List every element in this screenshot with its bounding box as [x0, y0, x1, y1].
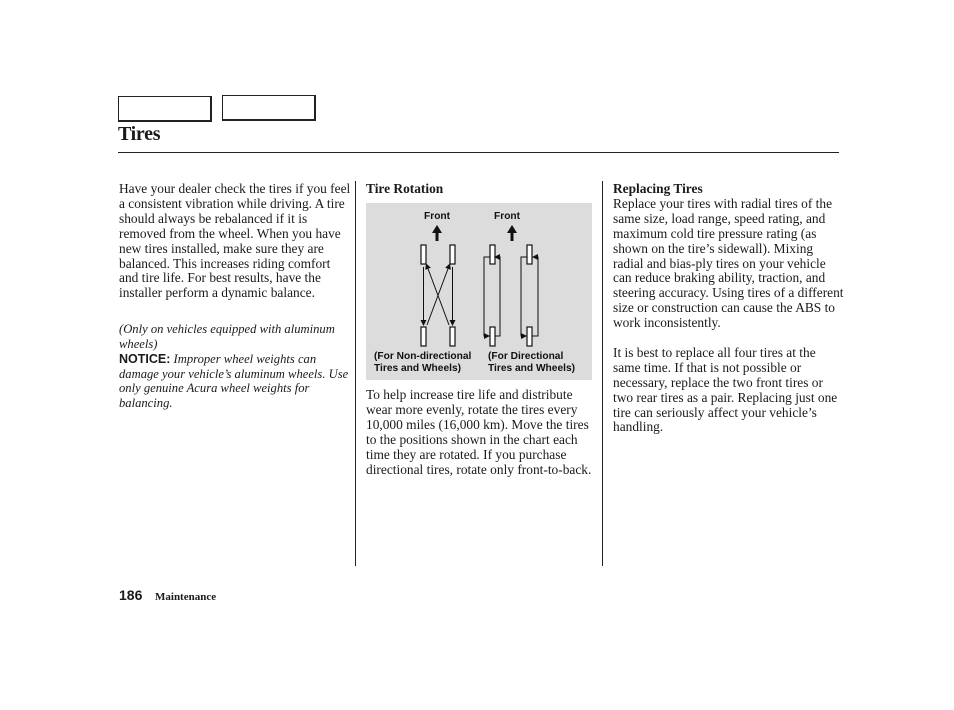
- rotation-heading: Tire Rotation: [366, 181, 444, 196]
- non-directional-arrows: [424, 266, 453, 325]
- column-rotation: [366, 182, 592, 197]
- caption-directional-line2: Tires and Wheels): [488, 363, 575, 374]
- header-tab-box-1: [118, 96, 212, 122]
- caption-non-directional: [374, 351, 471, 375]
- front-arrow-right: [507, 225, 517, 241]
- caption-directional: [488, 351, 575, 375]
- tire-rotation-diagram: [366, 203, 592, 380]
- replacing-paragraph-1: Replace your tires with radial tires of the same size, load range, speed rating, and maximum cold tire pressure rating (as shown on the tire’s sidewall). Mixing radial and bias-ply tires on your vehicle can reduce braking ability, traction, and steering accuracy. Using tires of a different size or construction can cause the ABS to work inconsistently.: [613, 195, 844, 331]
- header-tab-box-2: [222, 95, 316, 121]
- front-label-left: Front: [424, 211, 451, 222]
- directional-arrows: [484, 257, 538, 336]
- page-title: Tires: [118, 123, 161, 145]
- column-divider-1: [355, 181, 356, 566]
- replacing-heading: Replacing Tires: [613, 181, 703, 196]
- notice-paragraph: [119, 352, 351, 411]
- column-divider-2: [602, 181, 603, 566]
- rotation-paragraph: To help increase tire life and distribute wear more evenly, rotate the tires every 10,000 miles (16,000 km). Move the tires to the positions shown in the chart each time they are rotated. If you purchase directional tires, rotate only front-to-back.: [366, 387, 592, 477]
- column-replacing: [613, 182, 845, 435]
- page-number: 186: [119, 587, 143, 603]
- caption-non-directional-line2: Tires and Wheels): [374, 363, 461, 374]
- aluminum-wheel-note: (Only on vehicles equipped with aluminum wheels): [119, 322, 335, 352]
- notice-label: NOTICE:: [119, 351, 171, 366]
- caption-non-directional-line1: (For Non-directional: [374, 351, 472, 362]
- column-balancing: [119, 182, 351, 411]
- directional-tires: [490, 245, 532, 346]
- rotation-body: [366, 388, 592, 477]
- balance-paragraph: Have your dealer check the tires if you feel a consistent vibration while driving. A tire should always be rebalanced if it is removed from the wheel. When you have new tires installed, make sure they are balanced. This increases riding comfort and tire life. For best results, have the installer perform a dynamic balance.: [119, 181, 351, 301]
- title-rule: [118, 152, 839, 153]
- caption-directional-line1: (For Directional: [488, 351, 564, 362]
- section-name: Maintenance: [155, 591, 217, 603]
- notice-text: Improper wheel weights can damage your vehicle’s aluminum wheels. Use only genuine Acura wheel weights for balancing.: [119, 351, 349, 411]
- replacing-paragraph-2: It is best to replace all four tires at the same time. If that is not possible or necessary, replace the two front tires or two rear tires as a pair. Replacing just one tire can seriously affect your vehicle’s handling.: [613, 344, 838, 435]
- front-arrow-left: [432, 225, 442, 241]
- front-label-right: Front: [494, 211, 521, 222]
